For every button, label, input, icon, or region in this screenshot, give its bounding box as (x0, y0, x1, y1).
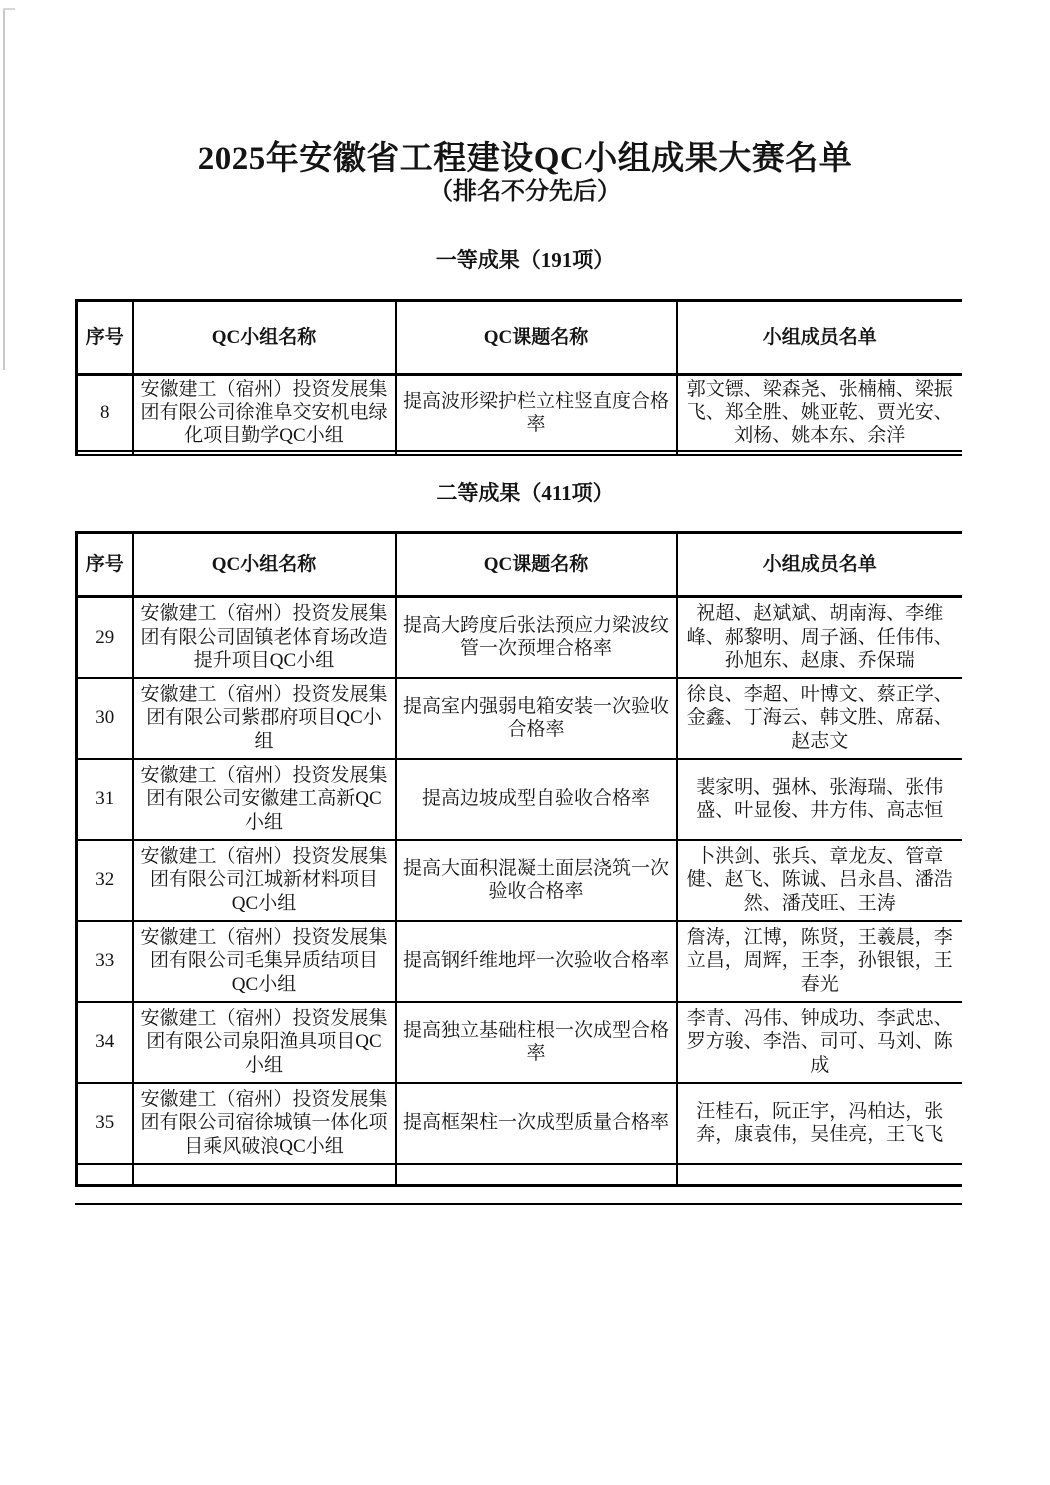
cell-group: 安徽建工（宿州）投资发展集团有限公司徐淮阜交安机电绿化项目勤学QC小组 (133, 375, 396, 451)
cell-group: 安徽建工（宿州）投资发展集团有限公司泉阳渔具项目QC小组 (133, 1002, 396, 1083)
table-row (77, 1083, 963, 1164)
column-header-topic: QC课题名称 (396, 533, 677, 597)
cell-group: 安徽建工（宿州）投资发展集团有限公司紫郡府项目QC小组 (133, 678, 396, 759)
cell-group: 安徽建工（宿州）投资发展集团有限公司固镇老体育场改造提升项目QC小组 (133, 597, 396, 678)
cell-no: 8 (77, 375, 133, 451)
table-row (77, 597, 963, 678)
cell-group: 安徽建工（宿州）投资发展集团有限公司宿徐城镇一体化项目乘风破浪QC小组 (133, 1083, 396, 1164)
second-class-table (75, 531, 962, 1187)
first-class-table (75, 299, 962, 456)
cell-members: 祝超、赵斌斌、胡南海、李维峰、郝黎明、周子涵、任伟伟、孙旭东、赵康、乔保瑞 (677, 597, 963, 678)
cell-no: 35 (77, 1083, 133, 1164)
table-row (77, 375, 963, 451)
page-title: 2025年安徽省工程建设QC小组成果大赛名单 (197, 141, 853, 177)
column-header-topic: QC课题名称 (396, 301, 677, 375)
page-subtitle: （排名不分先后） (429, 179, 621, 205)
table-header-row (77, 301, 963, 375)
column-header-group: QC小组名称 (133, 301, 396, 375)
cell-members: 裴家明、强林、张海瑞、张伟盛、叶显俊、井方伟、高志恒 (677, 759, 963, 840)
section-heading-second-class: 二等成果（411项） (436, 481, 614, 505)
cell-topic: 提高钢纤维地坪一次验收合格率 (396, 921, 677, 1002)
table-row-partial (77, 451, 963, 456)
cell-topic: 提高波形梁护栏立柱竖直度合格率 (396, 375, 677, 451)
cell-group: 安徽建工（宿州）投资发展集团有限公司江城新材料项目QC小组 (133, 840, 396, 921)
page-edge-line-top (3, 8, 15, 10)
cell-topic: 提高大跨度后张法预应力梁波纹管一次预埋合格率 (396, 597, 677, 678)
table-row (77, 678, 963, 759)
column-header-members: 小组成员名单 (677, 301, 963, 375)
table-row (77, 840, 963, 921)
cell-topic: 提高独立基础柱根一次成型合格率 (396, 1002, 677, 1083)
table-row-partial (77, 1164, 963, 1186)
second-class-table-wrap (75, 531, 962, 1205)
column-header-members: 小组成员名单 (677, 533, 963, 597)
section-heading-first-class: 一等成果（191项） (435, 248, 615, 272)
cell-no: 32 (77, 840, 133, 921)
cell-members: 汪桂石，阮正宇，冯柏达，张奔，康袁伟，吴佳亮，王飞飞 (677, 1083, 963, 1164)
cell-group: 安徽建工（宿州）投资发展集团有限公司安徽建工高新QC小组 (133, 759, 396, 840)
cell-topic: 提高框架柱一次成型质量合格率 (396, 1083, 677, 1164)
cell-topic: 提高室内强弱电箱安装一次验收合格率 (396, 678, 677, 759)
cell-topic: 提高大面积混凝土面层浇筑一次验收合格率 (396, 840, 677, 921)
cell-members: 郭文镖、梁森尧、张楠楠、梁振飞、郑全胜、姚亚乾、贾光安、刘杨、姚本东、余洋 (677, 375, 963, 451)
cell-no: 29 (77, 597, 133, 678)
cell-members: 卜洪剑、张兵、章龙友、管章健、赵飞、陈诚、吕永昌、潘浩然、潘茂旺、王涛 (677, 840, 963, 921)
column-header-no: 序号 (77, 301, 133, 375)
column-header-group: QC小组名称 (133, 533, 396, 597)
cell-group: 安徽建工（宿州）投资发展集团有限公司毛集异质结项目QC小组 (133, 921, 396, 1002)
first-class-table-wrap (75, 299, 962, 456)
cell-no: 34 (77, 1002, 133, 1083)
cell-no: 31 (77, 759, 133, 840)
cell-members: 詹涛，江博，陈贤，王羲晨，李立昌，周辉，王李，孙银银，王春光 (677, 921, 963, 1002)
cell-no: 30 (77, 678, 133, 759)
cell-members: 李青、冯伟、钟成功、李武忠、罗方骏、李浩、司可、马刘、陈成 (677, 1002, 963, 1083)
table-header-row (77, 533, 963, 597)
table-row (77, 1002, 963, 1083)
table-row (77, 921, 963, 1002)
table-row (77, 759, 963, 840)
column-header-no: 序号 (77, 533, 133, 597)
cell-topic: 提高边坡成型自验收合格率 (396, 759, 677, 840)
cell-no: 33 (77, 921, 133, 1002)
cell-members: 徐良、李超、叶博文、蔡正学、金鑫、丁海云、韩文胜、席磊、赵志文 (677, 678, 963, 759)
